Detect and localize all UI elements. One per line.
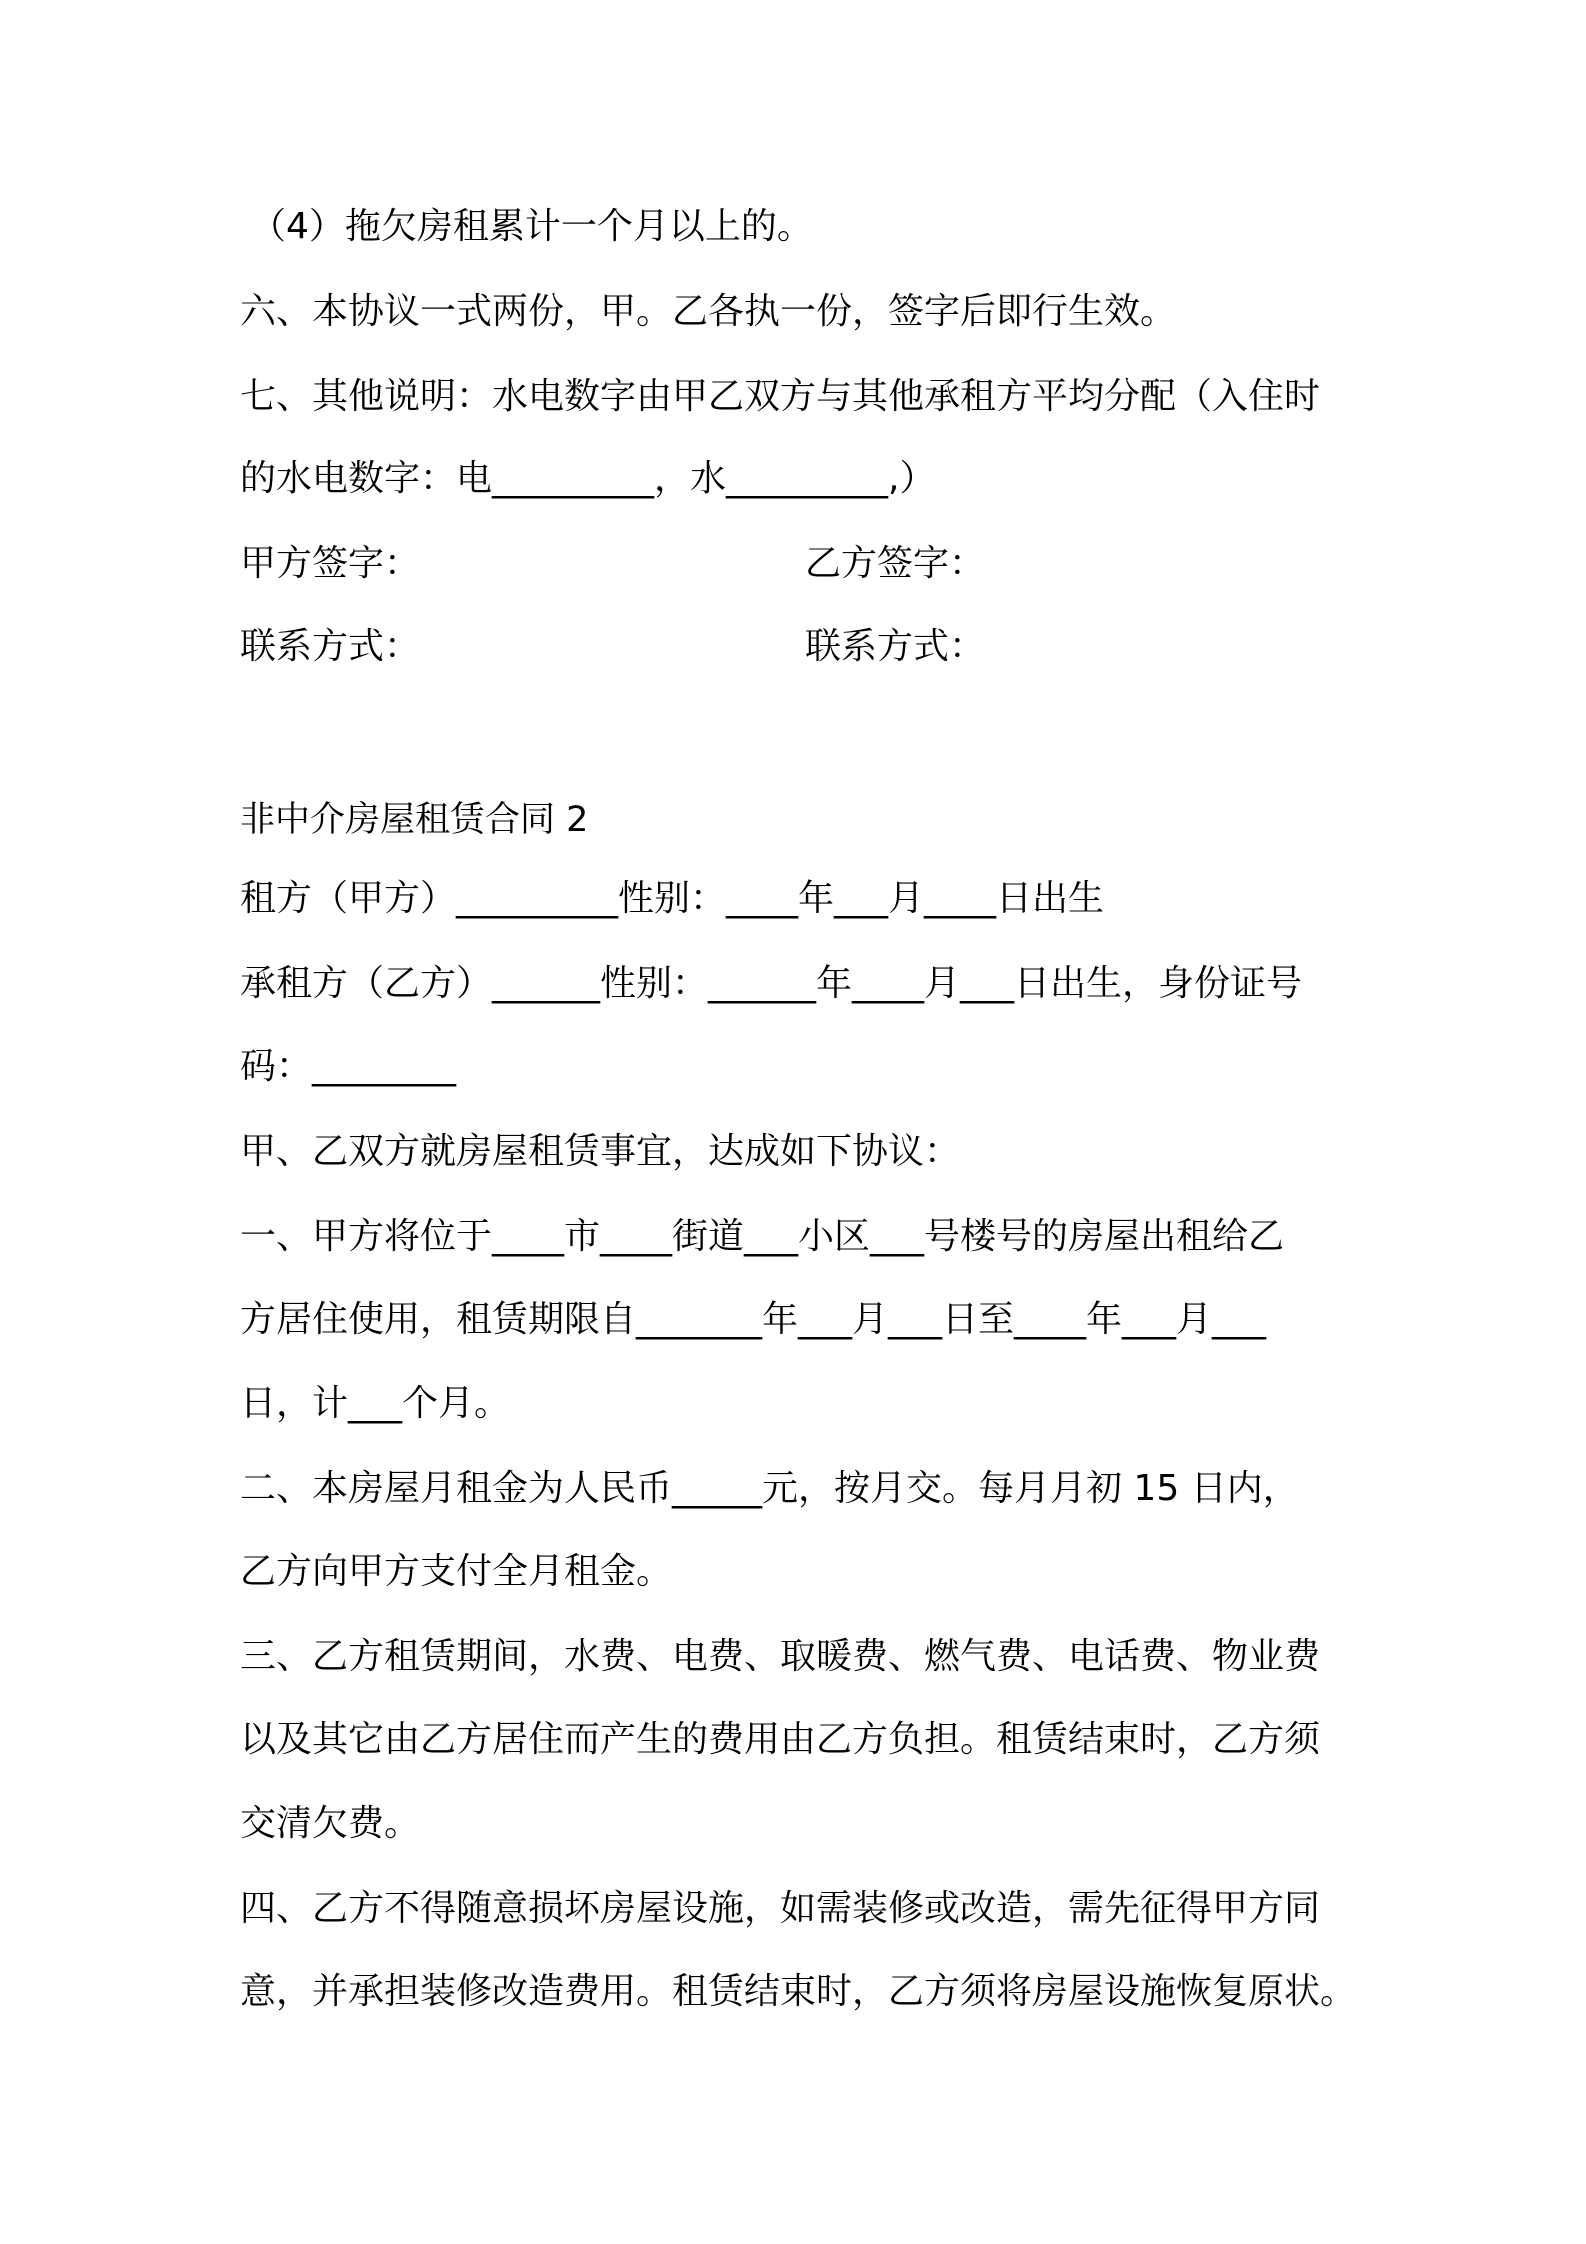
clause-six-text: 六、本协议一式两份，甲。乙各执一份，签字后即行生效。: [240, 291, 1177, 332]
article-3-line-1: 三、乙方租赁期间，水费、电费、取暖费、燃气费、电话费、物业费: [240, 1636, 1321, 1677]
lessee-info-line-1: 承租方（乙方）______性别：______年____月___日出生，身份证号: [240, 963, 1303, 1004]
clause-seven-line-1: 七、其他说明：水电数字由甲乙双方与其他承租方平均分配（入住时: [240, 376, 1321, 417]
party-a-signature-label: 甲方签字：: [240, 543, 421, 584]
lessor-info-line: 租方（甲方）_________性别：____年___月____日出生: [240, 878, 1105, 919]
contract-2-title: 非中介房屋租赁合同 2: [240, 800, 589, 840]
clause-seven-line-2: 的水电数字：电_________，水_________,）: [240, 458, 936, 499]
party-b-contact-label: 联系方式：: [805, 626, 986, 667]
party-a-contact-label: 联系方式：: [240, 626, 421, 667]
article-3-line-2: 以及其它由乙方居住而产生的费用由乙方负担。租赁结束时，乙方须: [240, 1719, 1321, 1760]
article-1-line-3: 日，计___个月。: [240, 1383, 511, 1424]
article-2-line-1: 二、本房屋月租金为人民币_____元，按月交。每月月初 15 日内，: [240, 1468, 1299, 1509]
article-2-line-2: 乙方向甲方支付全月租金。: [240, 1551, 673, 1592]
lessee-info-line-2: 码：________: [240, 1046, 457, 1087]
agreement-intro: 甲、乙双方就房屋租赁事宜，达成如下协议：: [240, 1131, 961, 1172]
party-b-signature-label: 乙方签字：: [805, 543, 986, 584]
article-1-line-2: 方居住使用，租赁期限自_______年___月___日至____年___月___: [240, 1299, 1267, 1340]
article-3-line-3: 交清欠费。: [240, 1803, 421, 1844]
article-4-line-2: 意，并承担装修改造费用。租赁结束时，乙方须将房屋设施恢复原状。: [240, 1971, 1357, 2012]
article-4-line-1: 四、乙方不得随意损坏房屋设施，如需装修或改造，需先征得甲方同: [240, 1888, 1321, 1929]
clause-4-text: （4）拖欠房租累计一个月以上的。: [250, 206, 813, 247]
article-1-line-1: 一、甲方将位于____市____街道___小区___号楼号的房屋出租给乙: [240, 1216, 1285, 1257]
